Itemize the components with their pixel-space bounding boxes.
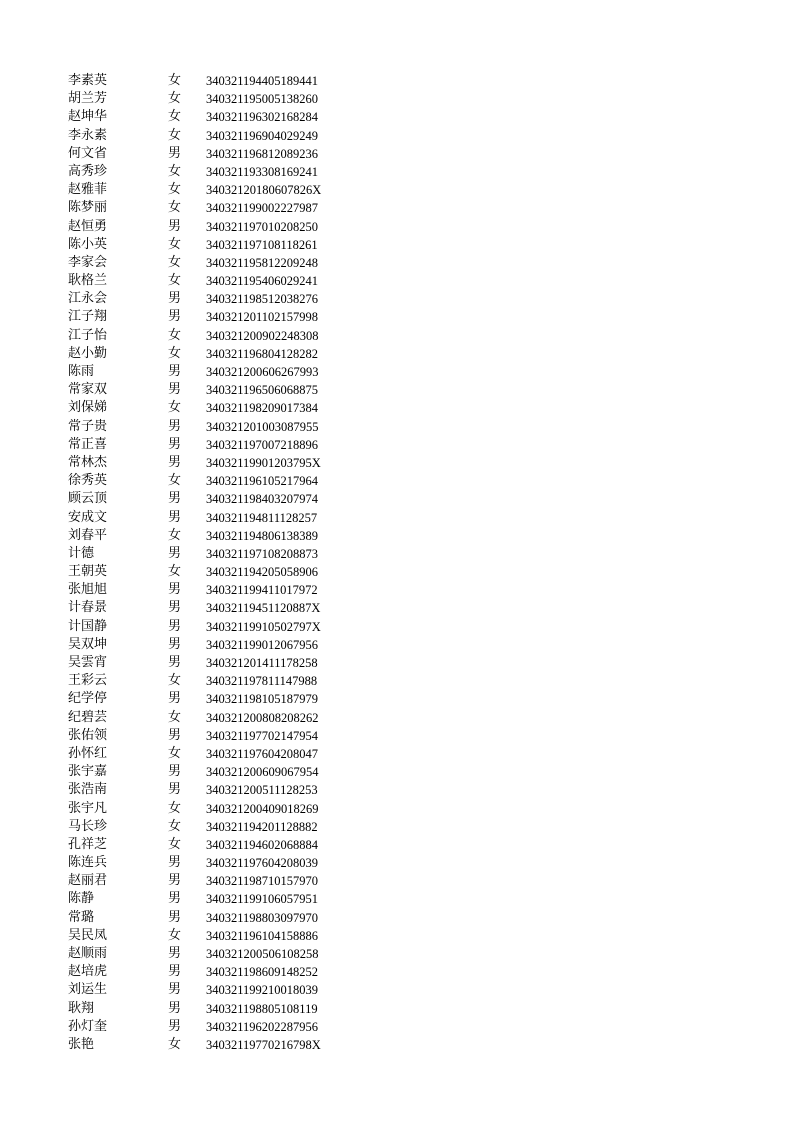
table-row (68, 527, 406, 545)
person-gender: 女 (168, 800, 182, 816)
table-row (68, 145, 406, 163)
person-id-number: 34032119901203795X (206, 455, 321, 470)
person-id-number: 340321200609067954 (206, 765, 319, 780)
table-row (68, 199, 406, 217)
person-id-number: 340321198512038276 (206, 292, 319, 307)
table-row (68, 836, 406, 854)
person-id-number: 340321196904029249 (206, 128, 319, 143)
person-name: 纪碧芸 (68, 709, 108, 725)
person-id-number: 340321197010208250 (206, 219, 319, 234)
person-name: 赵雅菲 (68, 182, 108, 198)
person-name: 常璐 (68, 909, 95, 925)
person-name: 江子翔 (68, 309, 108, 325)
person-name: 常正喜 (68, 436, 108, 452)
person-gender: 男 (168, 1018, 182, 1034)
person-gender: 男 (168, 782, 182, 798)
person-id-number: 340321197604208039 (206, 856, 319, 871)
table-row (68, 163, 406, 181)
person-name: 常子贵 (68, 418, 108, 434)
person-id-number: 340321198805108119 (206, 1001, 318, 1016)
person-gender: 女 (168, 709, 182, 725)
person-name: 赵小勤 (68, 345, 108, 361)
table-row (68, 709, 406, 727)
person-gender: 女 (168, 400, 182, 416)
person-name: 孔祥芝 (68, 836, 108, 852)
person-name: 吴双坤 (68, 636, 108, 652)
person-name: 张佑领 (68, 727, 108, 743)
person-name: 李永素 (68, 127, 108, 143)
person-id-number: 340321198105187979 (206, 692, 319, 707)
person-name: 马长珍 (68, 818, 108, 834)
person-name: 刘春平 (68, 527, 108, 543)
person-id-number: 340321198403207974 (206, 492, 319, 507)
table-row (68, 90, 406, 108)
person-id-number: 340321198209017384 (206, 401, 319, 416)
person-gender: 男 (168, 509, 182, 525)
person-gender: 男 (168, 655, 182, 670)
table-row (68, 1000, 406, 1018)
person-gender: 男 (168, 873, 182, 889)
person-gender: 女 (168, 73, 182, 88)
person-id-number: 340321196812089236 (206, 146, 319, 161)
person-name: 安成文 (68, 509, 108, 525)
person-name: 耿翔 (68, 1000, 95, 1016)
person-name: 王彩云 (68, 673, 108, 689)
person-gender: 男 (168, 855, 182, 871)
table-row (68, 399, 406, 417)
table-row (68, 872, 406, 890)
person-name: 耿格兰 (68, 273, 108, 289)
table-row (68, 636, 406, 654)
person-gender: 男 (168, 491, 182, 507)
person-gender: 男 (168, 636, 182, 652)
person-name: 张浩南 (68, 782, 108, 798)
table-row (68, 108, 406, 126)
person-name: 江子怡 (68, 327, 108, 343)
person-name: 常林杰 (68, 454, 108, 470)
table-row (68, 472, 406, 490)
person-name: 陈雨 (68, 364, 95, 379)
person-id-number: 34032119451120887X (206, 601, 321, 616)
table-row (68, 345, 406, 363)
person-gender: 女 (168, 564, 182, 580)
person-name: 纪学停 (68, 691, 108, 707)
person-id-number: 340321195812209248 (206, 255, 319, 270)
table-row (68, 763, 406, 781)
person-gender: 男 (168, 764, 182, 780)
person-gender: 女 (168, 836, 182, 852)
table-row (68, 854, 406, 872)
person-gender: 女 (168, 345, 182, 361)
table-row (68, 363, 406, 381)
table-row (68, 727, 406, 745)
person-id-number: 34032120180607826X (206, 183, 322, 198)
person-gender: 女 (168, 254, 182, 270)
person-gender: 男 (168, 909, 182, 925)
person-gender: 男 (168, 618, 182, 634)
table-row (68, 290, 406, 308)
table-row (68, 563, 406, 581)
person-name: 张旭旭 (68, 582, 108, 598)
table-row (68, 72, 406, 90)
person-gender: 女 (168, 109, 182, 125)
person-name: 赵坤华 (68, 109, 108, 125)
person-name: 何文省 (68, 145, 108, 161)
person-gender: 女 (168, 236, 182, 252)
person-gender: 男 (168, 946, 182, 961)
table-row (68, 236, 406, 254)
table-row (68, 181, 406, 199)
person-gender: 女 (168, 182, 182, 198)
person-gender: 女 (168, 527, 182, 543)
person-name: 李素英 (68, 73, 108, 88)
person-gender: 男 (168, 691, 182, 707)
person-gender: 男 (168, 1000, 182, 1016)
person-name: 赵丽君 (68, 873, 108, 889)
person-name: 陈连兵 (68, 855, 108, 871)
person-name: 张艳 (68, 1036, 95, 1052)
person-name: 孙灯奎 (68, 1018, 108, 1034)
person-gender: 男 (168, 418, 182, 434)
table-row (68, 381, 406, 399)
person-gender: 男 (168, 454, 182, 470)
table-row (68, 781, 406, 799)
table-row (68, 308, 406, 326)
person-gender: 男 (168, 364, 182, 379)
person-name: 顾云顶 (68, 491, 108, 507)
table-row (68, 745, 406, 763)
person-id-number: 340321198609148252 (206, 965, 319, 980)
table-row (68, 599, 406, 617)
person-gender: 男 (168, 436, 182, 452)
person-id-number: 34032119770216798X (206, 1037, 321, 1052)
person-id-number: 340321201003087955 (206, 419, 319, 434)
table-row (68, 1036, 406, 1054)
table-row (68, 127, 406, 145)
person-id-number: 340321200808208262 (206, 710, 319, 725)
person-id-number: 340321196104158886 (206, 928, 319, 943)
person-id-number: 340321201411178258 (206, 656, 318, 670)
table-row (68, 327, 406, 345)
person-gender: 男 (168, 382, 182, 398)
person-id-number: 340321194205058906 (206, 565, 319, 580)
person-gender: 女 (168, 163, 182, 179)
person-id-number: 340321198710157970 (206, 874, 319, 889)
person-name: 李家会 (68, 254, 108, 270)
person-id-number: 340321194811128257 (206, 510, 318, 525)
person-name: 计国静 (68, 618, 108, 634)
person-gender: 女 (168, 91, 182, 107)
person-gender: 女 (168, 818, 182, 834)
person-gender: 男 (168, 545, 182, 561)
table-row (68, 927, 406, 945)
person-id-number: 340321196202287956 (206, 1019, 319, 1034)
person-id-number: 340321197702147954 (206, 728, 319, 743)
person-gender: 女 (168, 1036, 182, 1052)
person-id-number: 340321197007218896 (206, 437, 319, 452)
person-id-number: 340321200511128253 (206, 783, 318, 798)
table-row (68, 690, 406, 708)
table-row (68, 945, 406, 963)
table-row (68, 981, 406, 999)
person-id-number: 340321200409018269 (206, 801, 319, 816)
person-gender: 女 (168, 127, 182, 143)
person-id-number: 340321199106057951 (206, 892, 319, 907)
person-gender: 女 (168, 673, 182, 689)
person-gender: 男 (168, 309, 182, 325)
person-name: 张宇嘉 (68, 764, 108, 780)
person-id-number: 34032119910502797X (206, 619, 321, 634)
person-name: 陈静 (68, 891, 95, 907)
person-id-number: 340321196506068875 (206, 383, 319, 398)
person-gender: 男 (168, 291, 182, 307)
person-id-number: 340321196804128282 (206, 346, 319, 361)
person-gender: 男 (168, 600, 182, 616)
person-id-number: 340321197604208047 (206, 746, 319, 761)
person-id-number: 340321199012067956 (206, 637, 319, 652)
person-gender: 女 (168, 273, 182, 289)
person-gender: 女 (168, 473, 182, 489)
person-gender: 男 (168, 145, 182, 161)
person-id-number: 340321197108118261 (206, 237, 318, 252)
person-id-number: 340321199002227987 (206, 201, 319, 216)
person-id-number: 340321199210018039 (206, 983, 319, 998)
person-name: 赵恒勇 (68, 218, 108, 234)
person-id-number: 340321200506108258 (206, 947, 319, 961)
person-gender: 女 (168, 745, 182, 761)
person-id-number: 340321193308169241 (206, 164, 319, 179)
person-name: 张宇凡 (68, 800, 108, 816)
table-row (68, 618, 406, 636)
person-name: 高秀珍 (68, 163, 108, 179)
table-row (68, 218, 406, 236)
table-row (68, 581, 406, 599)
person-gender: 女 (168, 327, 182, 343)
person-id-number: 340321198803097970 (206, 910, 319, 925)
table-row (68, 818, 406, 836)
person-id-number: 340321197811147988 (206, 674, 318, 689)
person-name: 计德 (68, 545, 95, 561)
person-name: 王朝英 (68, 564, 108, 580)
person-id-number: 340321200902248308 (206, 328, 319, 343)
person-name: 胡兰芳 (68, 91, 108, 107)
table-row (68, 490, 406, 508)
person-gender: 男 (168, 727, 182, 743)
person-name: 刘保娣 (68, 400, 108, 416)
person-name: 常家双 (68, 382, 108, 398)
person-id-number: 340321199411017972 (206, 583, 318, 598)
table-row (68, 672, 406, 690)
person-gender: 男 (168, 891, 182, 907)
person-id-number: 340321196302168284 (206, 110, 319, 125)
table-row (68, 890, 406, 908)
person-name: 计春景 (68, 600, 108, 616)
person-name: 江永会 (68, 291, 108, 307)
person-name: 吴雲宵 (68, 655, 108, 670)
table-row (68, 418, 406, 436)
person-name: 陈梦丽 (68, 200, 108, 216)
person-gender: 男 (168, 218, 182, 234)
person-name: 吴民凤 (68, 927, 108, 943)
person-id-number: 340321200606267993 (206, 365, 319, 379)
table-row (68, 254, 406, 272)
person-id-number: 340321194806138389 (206, 528, 319, 543)
person-gender: 男 (168, 964, 182, 980)
person-gender: 男 (168, 582, 182, 598)
person-list (68, 72, 406, 1054)
person-id-number: 340321194201128882 (206, 819, 318, 834)
person-name: 陈小英 (68, 236, 108, 252)
person-gender: 女 (168, 927, 182, 943)
person-name: 赵培虎 (68, 964, 108, 980)
table-row (68, 963, 406, 981)
person-name: 刘运生 (68, 982, 108, 998)
person-id-number: 340321195406029241 (206, 274, 319, 289)
table-row (68, 909, 406, 927)
person-id-number: 340321197108208873 (206, 546, 319, 561)
person-name: 孙怀红 (68, 745, 108, 761)
table-row (68, 1018, 406, 1036)
table-row (68, 654, 406, 672)
person-name: 徐秀英 (68, 473, 108, 489)
table-row (68, 800, 406, 818)
person-gender: 男 (168, 982, 182, 998)
person-id-number: 340321195005138260 (206, 92, 319, 107)
person-id-number: 340321194405189441 (206, 74, 319, 88)
table-row (68, 509, 406, 527)
table-row (68, 436, 406, 454)
person-name: 赵顺雨 (68, 946, 108, 961)
table-row (68, 454, 406, 472)
table-row (68, 272, 406, 290)
person-id-number: 340321194602068884 (206, 837, 319, 852)
person-gender: 女 (168, 200, 182, 216)
person-id-number: 340321196105217964 (206, 474, 319, 489)
table-row (68, 545, 406, 563)
person-id-number: 340321201102157998 (206, 310, 319, 325)
